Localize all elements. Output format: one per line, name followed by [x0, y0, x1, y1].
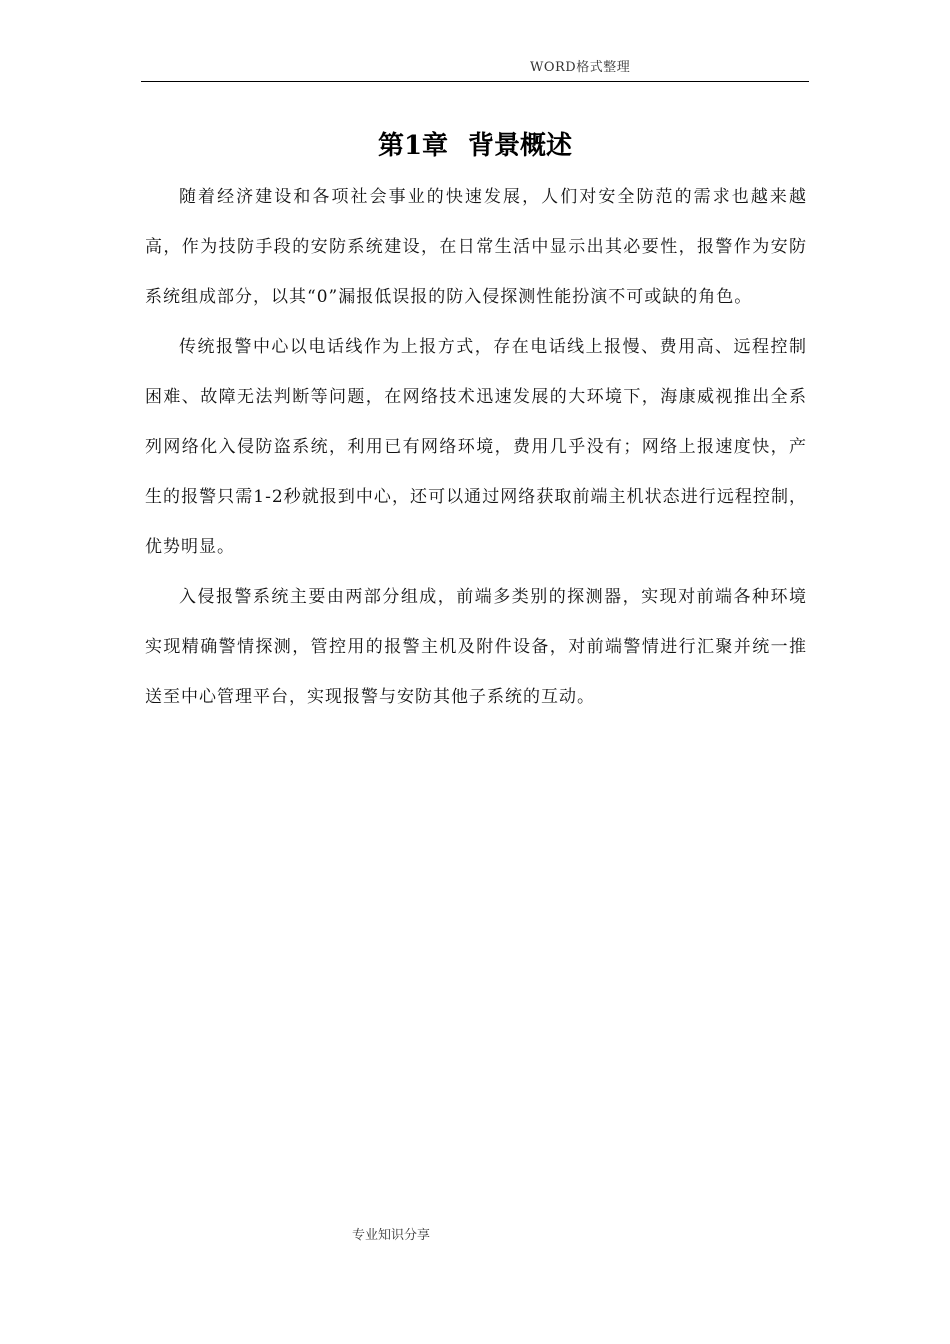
- paragraph-1: 随着经济建设和各项社会事业的快速发展，人们对安全防范的需求也越来越高，作为技防手段的安防系统建设，在日常生活中显示出其必要性，报警作为安防系统组成部分，以其“0”漏报低误报的防入侵探测性能扮演不可或缺的角色。: [145, 187, 807, 307]
- paragraph-2: 传统报警中心以电话线作为上报方式，存在电话线上报慢、费用高、远程控制困难、故障无法判断等问题，在网络技术迅速发展的大环境下，海康威视推出全系列网络化入侵防盗系统，利用已有网络环境，费用几乎没有；网络上报速度快，产生的报警只需1-2秒就报到中心，还可以通过网络获取前端主机状态进行远程控制，优势明显。: [145, 337, 807, 557]
- chapter-title: [141, 125, 809, 162]
- header-divider: [141, 81, 809, 82]
- page-footer: 专业知识分享: [352, 1228, 431, 1243]
- chapter-body: [145, 172, 807, 722]
- paragraph-3: 入侵报警系统主要由两部分组成，前端多类别的探测器，实现对前端各种环境实现精确警情探测，管控用的报警主机及附件设备，对前端警情进行汇聚并统一推送至中心管理平台，实现报警与安防其他子系统的互动。: [145, 587, 807, 707]
- page-header: WORD格式整理: [530, 60, 631, 75]
- chapter-heading: 背景概述: [468, 131, 573, 162]
- chapter-number: 第1章: [377, 131, 449, 162]
